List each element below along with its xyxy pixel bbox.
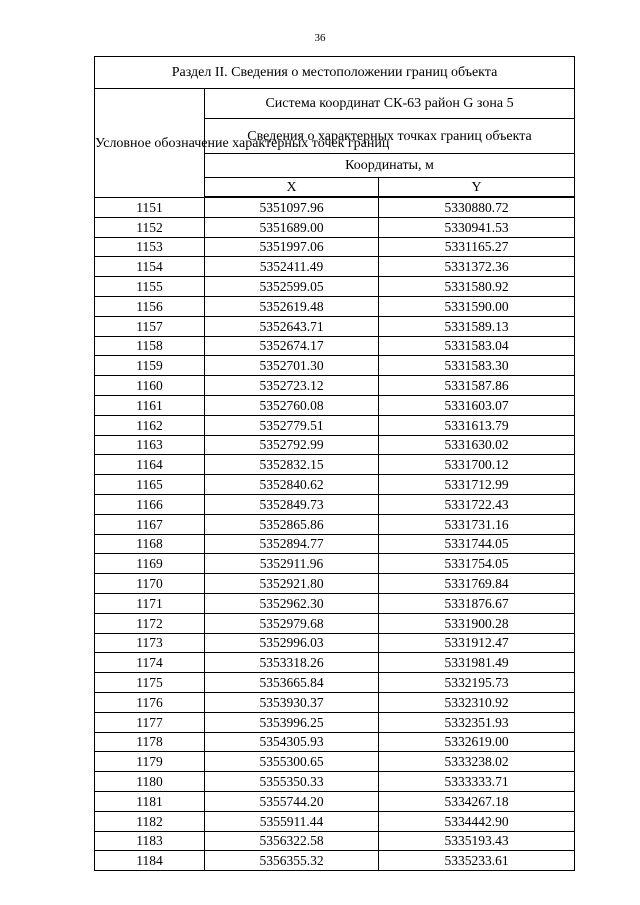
points-title: Сведения о характерных точках границ объекта (205, 119, 575, 154)
x-coordinate-cell: 5352619.48 (205, 296, 379, 316)
table-row (95, 198, 575, 218)
y-coordinate-cell: 5335193.43 (379, 831, 575, 851)
table-row (95, 415, 575, 435)
point-id-cell: 1160 (95, 376, 205, 396)
y-coordinate-cell: 5331589.13 (379, 316, 575, 336)
y-coordinate-cell: 5334442.90 (379, 811, 575, 831)
y-coordinate-cell: 5331981.49 (379, 653, 575, 673)
x-header: X (205, 178, 379, 197)
point-label-header: Условное обозначение характерных точек границ (95, 89, 205, 198)
y-coordinate-cell: 5331769.84 (379, 574, 575, 594)
point-id-cell: 1173 (95, 633, 205, 653)
section-title: Раздел II. Сведения о местоположении границ объекта (95, 57, 575, 89)
x-coordinate-cell: 5355350.33 (205, 772, 379, 792)
x-coordinate-cell: 5352599.05 (205, 277, 379, 297)
table-row (95, 593, 575, 613)
table-row (95, 376, 575, 396)
y-coordinate-cell: 5331912.47 (379, 633, 575, 653)
x-coordinate-cell: 5352849.73 (205, 494, 379, 514)
point-id-cell: 1179 (95, 752, 205, 772)
point-id-cell: 1164 (95, 455, 205, 475)
point-id-cell: 1167 (95, 514, 205, 534)
table-row (95, 336, 575, 356)
y-coordinate-cell: 5331731.16 (379, 514, 575, 534)
table-row (95, 791, 575, 811)
table-row (95, 772, 575, 792)
table-row (95, 217, 575, 237)
point-id-cell: 1162 (95, 415, 205, 435)
point-id-cell: 1165 (95, 475, 205, 495)
table-row (95, 257, 575, 277)
coords-header: Координаты, м (205, 154, 575, 178)
table-row (95, 277, 575, 297)
point-id-cell: 1171 (95, 593, 205, 613)
x-coordinate-cell: 5352411.49 (205, 257, 379, 277)
y-coordinate-cell: 5333238.02 (379, 752, 575, 772)
x-coordinate-cell: 5352674.17 (205, 336, 379, 356)
point-id-cell: 1175 (95, 673, 205, 693)
x-coordinate-cell: 5355744.20 (205, 791, 379, 811)
x-coordinate-cell: 5352996.03 (205, 633, 379, 653)
x-coordinate-cell: 5352760.08 (205, 395, 379, 415)
table-row (95, 574, 575, 594)
y-coordinate-cell: 5332619.00 (379, 732, 575, 752)
x-coordinate-cell: 5355911.44 (205, 811, 379, 831)
table-row (95, 395, 575, 415)
table-row (95, 534, 575, 554)
point-id-cell: 1161 (95, 395, 205, 415)
y-coordinate-cell: 5331754.05 (379, 554, 575, 574)
table-row (95, 554, 575, 574)
x-coordinate-cell: 5355300.65 (205, 752, 379, 772)
table-row (95, 237, 575, 257)
y-coordinate-cell: 5333333.71 (379, 772, 575, 792)
x-coordinate-cell: 5352894.77 (205, 534, 379, 554)
y-coordinate-cell: 5331630.02 (379, 435, 575, 455)
table-row (95, 732, 575, 752)
x-coordinate-cell: 5352979.68 (205, 613, 379, 633)
section-title-row (95, 57, 575, 89)
y-coordinate-cell: 5331700.12 (379, 455, 575, 475)
y-coordinate-cell: 5331165.27 (379, 237, 575, 257)
x-coordinate-cell: 5352840.62 (205, 475, 379, 495)
table-row (95, 296, 575, 316)
y-coordinate-cell: 5330880.72 (379, 198, 575, 218)
point-id-cell: 1178 (95, 732, 205, 752)
table-row (95, 831, 575, 851)
table-row (95, 752, 575, 772)
point-id-cell: 1158 (95, 336, 205, 356)
x-coordinate-cell: 5352865.86 (205, 514, 379, 534)
y-coordinate-cell: 5331613.79 (379, 415, 575, 435)
table-row (95, 712, 575, 732)
point-id-cell: 1168 (95, 534, 205, 554)
y-coordinate-cell: 5332351.93 (379, 712, 575, 732)
x-coordinate-cell: 5353665.84 (205, 673, 379, 693)
x-coordinate-cell: 5356355.32 (205, 851, 379, 871)
point-id-cell: 1180 (95, 772, 205, 792)
x-coordinate-cell: 5352723.12 (205, 376, 379, 396)
point-id-cell: 1166 (95, 494, 205, 514)
point-id-cell: 1184 (95, 851, 205, 871)
point-id-cell: 1155 (95, 277, 205, 297)
x-coordinate-cell: 5356322.58 (205, 831, 379, 851)
x-coordinate-cell: 5353318.26 (205, 653, 379, 673)
point-id-cell: 1157 (95, 316, 205, 336)
y-coordinate-cell: 5331712.99 (379, 475, 575, 495)
x-coordinate-cell: 5352792.99 (205, 435, 379, 455)
table-row (95, 811, 575, 831)
table-row (95, 356, 575, 376)
y-coordinate-cell: 5331372.36 (379, 257, 575, 277)
point-id-cell: 1174 (95, 653, 205, 673)
table-row (95, 692, 575, 712)
table-row (95, 653, 575, 673)
y-coordinate-cell: 5334267.18 (379, 791, 575, 811)
table-row (95, 514, 575, 534)
y-header: Y (379, 178, 575, 197)
point-id-cell: 1151 (95, 198, 205, 218)
x-coordinate-cell: 5352701.30 (205, 356, 379, 376)
y-coordinate-cell: 5331590.00 (379, 296, 575, 316)
coordinate-system-title: Система координат СК-63 район G зона 5 (205, 89, 575, 119)
table-row (95, 435, 575, 455)
y-coordinate-cell: 5331744.05 (379, 534, 575, 554)
x-coordinate-cell: 5351689.00 (205, 217, 379, 237)
table-row (95, 475, 575, 495)
table-body (95, 57, 575, 871)
x-coordinate-cell: 5352779.51 (205, 415, 379, 435)
y-coordinate-cell: 5330941.53 (379, 217, 575, 237)
point-id-cell: 1154 (95, 257, 205, 277)
point-id-cell: 1181 (95, 791, 205, 811)
x-coordinate-cell: 5353996.25 (205, 712, 379, 732)
table-row (95, 494, 575, 514)
x-coordinate-cell: 5352643.71 (205, 316, 379, 336)
table-row (95, 851, 575, 871)
y-coordinate-cell: 5332310.92 (379, 692, 575, 712)
point-id-cell: 1172 (95, 613, 205, 633)
coordinate-system-row (95, 89, 575, 119)
table-row (95, 633, 575, 653)
point-id-cell: 1169 (95, 554, 205, 574)
table-row (95, 613, 575, 633)
x-coordinate-cell: 5352921.80 (205, 574, 379, 594)
y-coordinate-cell: 5331876.67 (379, 593, 575, 613)
point-id-cell: 1182 (95, 811, 205, 831)
point-id-cell: 1152 (95, 217, 205, 237)
point-id-cell: 1170 (95, 574, 205, 594)
y-coordinate-cell: 5332195.73 (379, 673, 575, 693)
x-coordinate-cell: 5351097.96 (205, 198, 379, 218)
point-id-cell: 1183 (95, 831, 205, 851)
y-coordinate-cell: 5331583.04 (379, 336, 575, 356)
x-coordinate-cell: 5352832.15 (205, 455, 379, 475)
point-id-cell: 1177 (95, 712, 205, 732)
y-coordinate-cell: 5331583.30 (379, 356, 575, 376)
y-coordinate-cell: 5335233.61 (379, 851, 575, 871)
table-row (95, 316, 575, 336)
point-id-cell: 1159 (95, 356, 205, 376)
y-coordinate-cell: 5331587.86 (379, 376, 575, 396)
y-coordinate-cell: 5331603.07 (379, 395, 575, 415)
table-row (95, 673, 575, 693)
page-number: 36 (314, 32, 326, 44)
table-row (95, 455, 575, 475)
x-coordinate-cell: 5352962.30 (205, 593, 379, 613)
point-id-cell: 1176 (95, 692, 205, 712)
x-coordinate-cell: 5353930.37 (205, 692, 379, 712)
y-coordinate-cell: 5331580.92 (379, 277, 575, 297)
y-coordinate-cell: 5331900.28 (379, 613, 575, 633)
y-coordinate-cell: 5331722.43 (379, 494, 575, 514)
point-id-cell: 1153 (95, 237, 205, 257)
x-coordinate-cell: 5354305.93 (205, 732, 379, 752)
x-coordinate-cell: 5351997.06 (205, 237, 379, 257)
x-coordinate-cell: 5352911.96 (205, 554, 379, 574)
point-id-cell: 1163 (95, 435, 205, 455)
coordinates-table (94, 56, 575, 871)
point-id-cell: 1156 (95, 296, 205, 316)
